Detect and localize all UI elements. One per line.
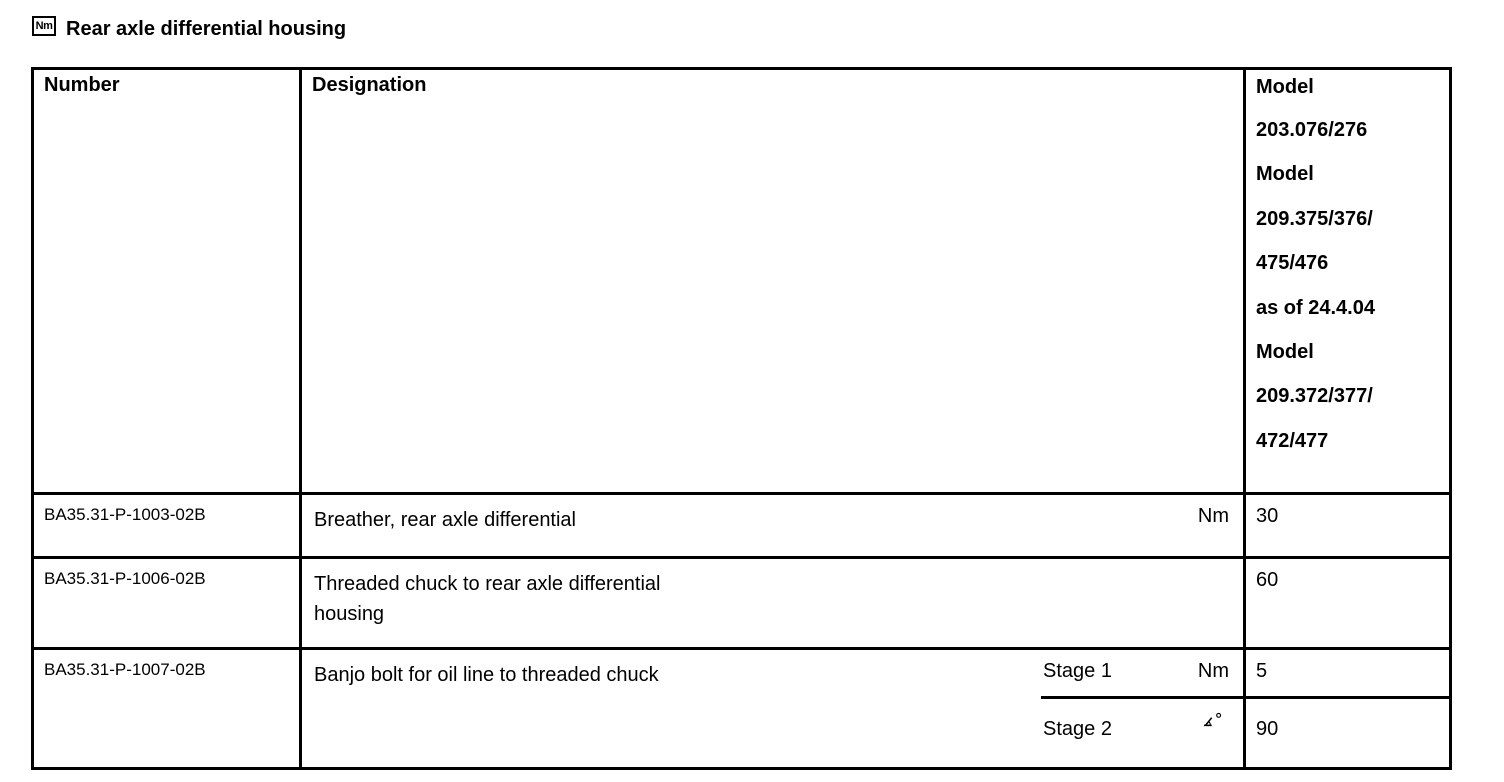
- angle-degree-icon: [1199, 710, 1229, 736]
- model-line: Model: [1256, 76, 1314, 98]
- row-value: 30: [1256, 505, 1279, 528]
- stage-1-label: Stage 1: [1043, 659, 1112, 682]
- row-unit: Nm: [1197, 505, 1229, 528]
- page-heading: [32, 14, 346, 44]
- row-value-cell: [1245, 558, 1451, 648]
- row-number: BA35.31-P-1006-02B: [33, 558, 301, 648]
- header-number: Number: [33, 69, 301, 494]
- model-line: 203.076/276: [1256, 119, 1368, 141]
- stage-1-value: 5: [1256, 659, 1268, 682]
- header-designation: Designation: [301, 69, 1245, 494]
- row-value-cell: [1245, 648, 1451, 768]
- row-designation-line: Threaded chuck to rear axle differential: [314, 573, 661, 596]
- row-designation-line: housing: [314, 603, 385, 626]
- row-number: BA35.31-P-1007-02B: [33, 648, 301, 768]
- header-models: [1245, 69, 1451, 494]
- model-list: [1256, 74, 1449, 463]
- page-title: Rear axle differential housing: [66, 17, 347, 40]
- model-line: Model: [1256, 341, 1314, 364]
- model-line: 209.372/377/: [1256, 385, 1373, 408]
- torque-nm-icon: Nm: [32, 16, 56, 36]
- torque-spec-table: [31, 67, 1452, 770]
- model-line: 475/476: [1256, 252, 1329, 275]
- model-line: 472/477: [1256, 429, 1329, 452]
- row-value-cell: [1245, 494, 1451, 558]
- stage-divider: [1041, 696, 1246, 699]
- table-row: [33, 558, 1451, 648]
- stage-divider: [1243, 696, 1449, 699]
- table-row: [33, 648, 1451, 768]
- table-header-row: [33, 69, 1451, 494]
- row-value: 60: [1256, 569, 1279, 592]
- model-line: Model: [1256, 163, 1314, 186]
- table-row: [33, 494, 1451, 558]
- stage-1-unit: Nm: [1197, 659, 1229, 682]
- row-designation: [314, 569, 661, 629]
- row-number: BA35.31-P-1003-02B: [33, 494, 301, 558]
- model-line: as of 24.4.04: [1256, 296, 1375, 319]
- row-designation: Banjo bolt for oil line to threaded chuck: [314, 663, 659, 686]
- row-designation-cell: [301, 494, 1245, 558]
- stage-2-value: 90: [1256, 717, 1279, 740]
- stage-2-label: Stage 2: [1043, 717, 1112, 740]
- row-designation: Breather, rear axle differential: [314, 509, 577, 532]
- model-line: 209.375/376/: [1256, 207, 1373, 230]
- row-designation-cell: [301, 558, 1245, 648]
- row-designation-cell: [301, 648, 1245, 768]
